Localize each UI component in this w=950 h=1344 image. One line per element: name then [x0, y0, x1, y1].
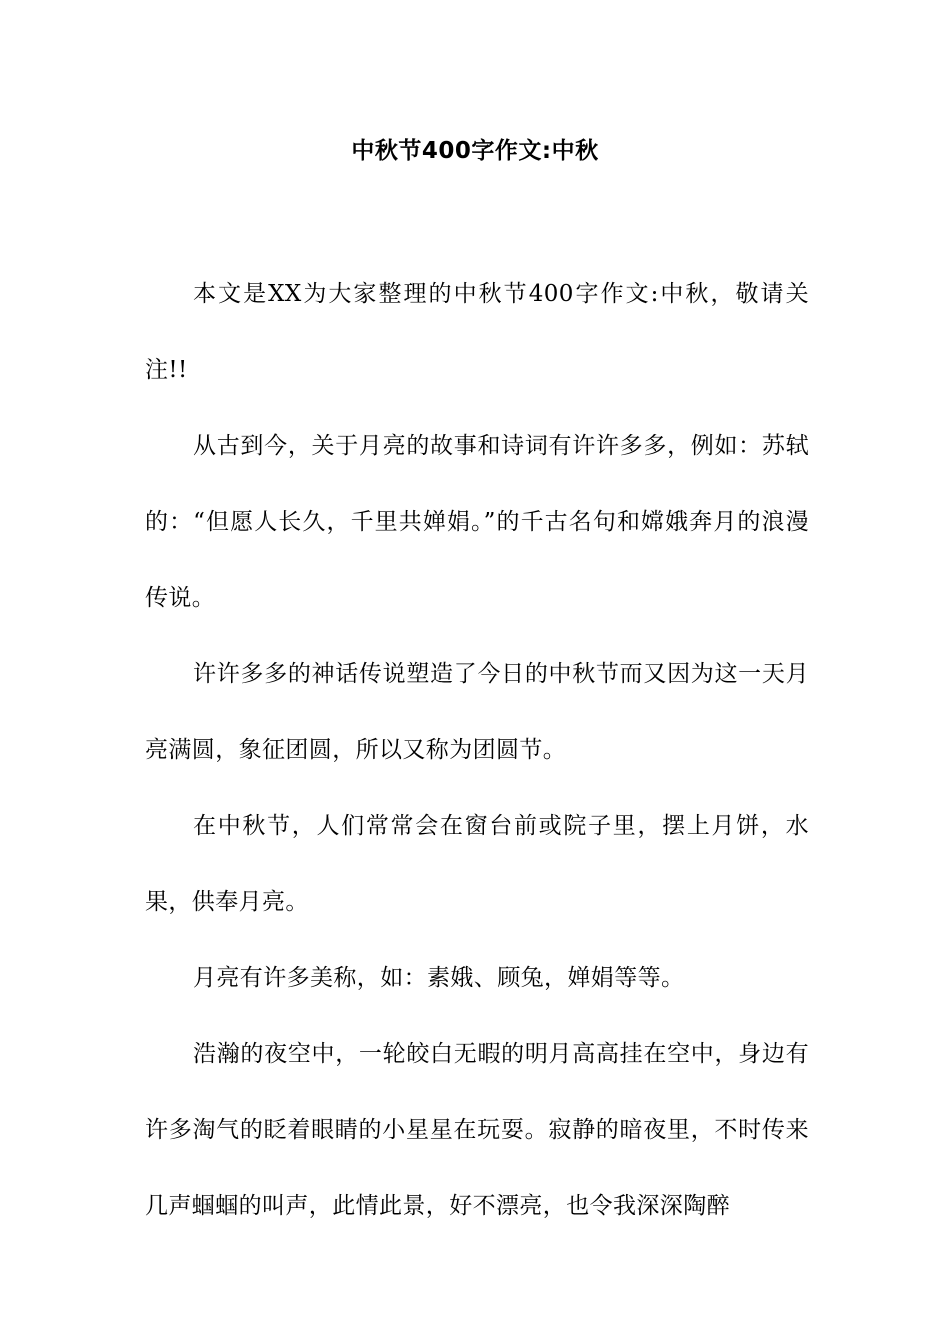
paragraph-customs: 在中秋节，人们常常会在窗台前或院子里，摆上月饼，水果，供奉月亮。 — [145, 813, 809, 915]
paragraph-night-sky: 浩瀚的夜空中，一轮皎白无暇的明月高高挂在空中，身边有许多淘气的眨着眼睛的小星星在玩耍。寂静的暗夜里，不时传来几声蝈蝈的叫声，此情此景，好不漂亮，也令我深深陶醉 — [145, 1041, 809, 1219]
document-body — [145, 256, 809, 1244]
paragraph-legends: 从古到今，关于月亮的故事和诗词有许许多多，例如：苏轼的：“但愿人长久，千里共婵娟。”的千古名句和嫦娥奔月的浪漫传说。 — [145, 433, 809, 611]
paragraph-moon-names: 月亮有许多美称，如：素娥、顾兔，婵娟等等。 — [193, 965, 685, 991]
paragraph-intro: 本文是XX为大家整理的中秋节400字作文:中秋，敬请关注!! — [145, 281, 809, 383]
document-title: 中秋节400字作文:中秋 — [351, 138, 599, 164]
paragraph-reunion: 许许多多的神话传说塑造了今日的中秋节而又因为这一天月亮满圆，象征团圆，所以又称为团圆节。 — [145, 661, 809, 763]
